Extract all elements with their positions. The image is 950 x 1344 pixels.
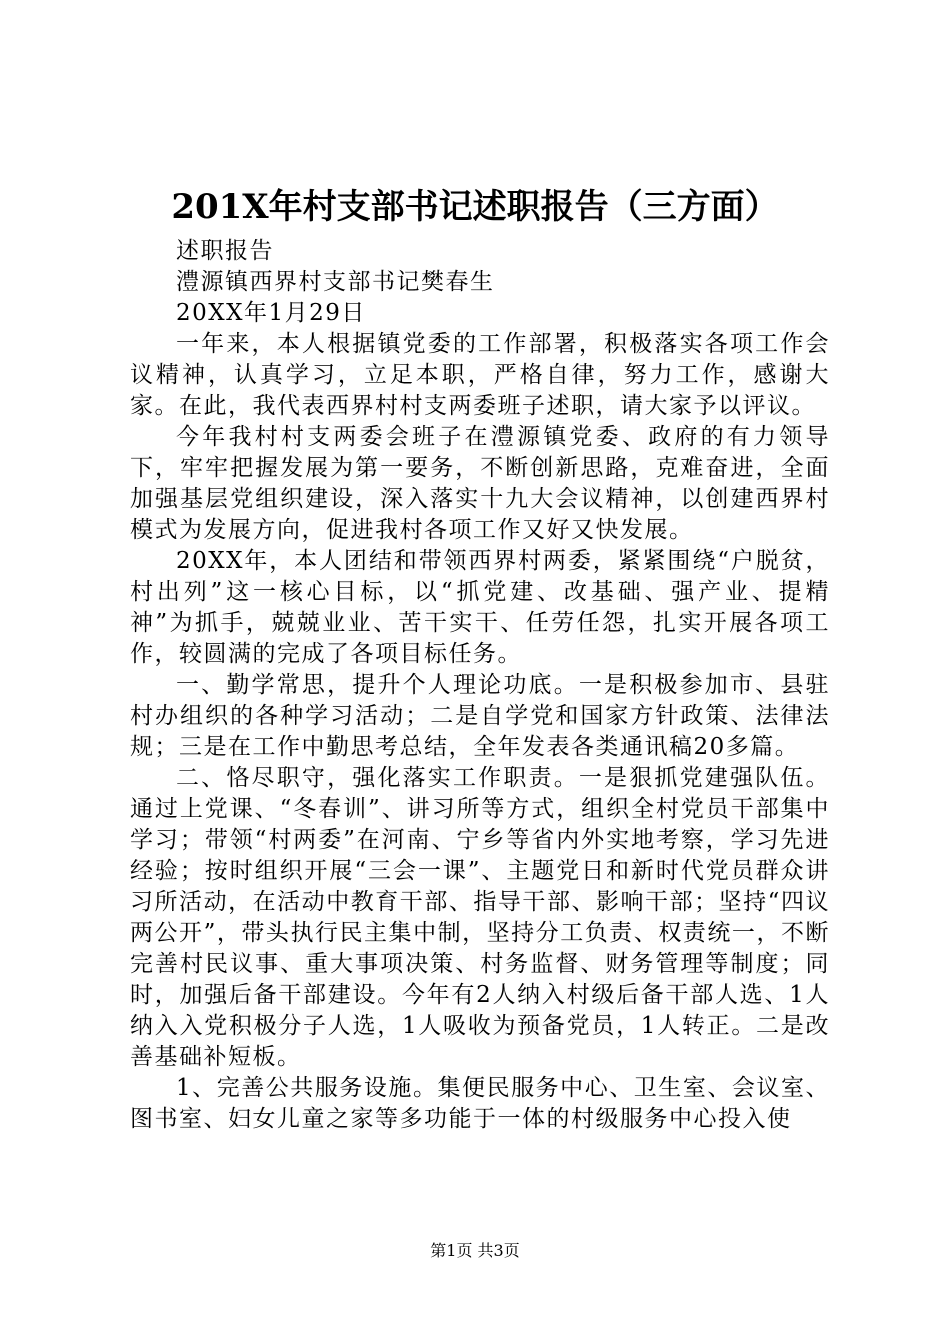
paragraph: 20XX年，本人团结和带领西界村两委，紧紧围绕“户脱贫，村出列”这一核心目标，以“抓党建、改基础、强产业、提精神”为抓手，兢兢业业、苦干实干、任劳任怨，扎实开展各项工作，较圆满的完成了各项目标任务。 — [130, 548, 830, 667]
page-number: 第1页 共3页 — [430, 1241, 520, 1260]
paragraph: 今年我村村支两委会班子在澧源镇党委、政府的有力领导下，牢牢把握发展为第一要务，不断创新思路，克难奋进，全面加强基层党组织建设，深入落实十九大会议精神，以创建西界村模式为发展方向，促进我村各项工作又好又快发展。 — [130, 424, 830, 543]
document-title: 201X年村支部书记述职报告（三方面） — [171, 187, 779, 227]
paragraph-date: 20XX年1月29日 — [176, 300, 366, 326]
paragraph: 1、完善公共服务设施。集便民服务中心、卫生室、会议室、图书室、妇女儿童之家等多功能于一体的村级服务中心投入使 — [130, 1075, 830, 1132]
paragraph: 一年来，本人根据镇党委的工作部署，积极落实各项工作会议精神，认真学习，立足本职，严格自律，努力工作，感谢大家。在此，我代表西界村村支两委班子述职，请大家予以评议。 — [130, 331, 830, 419]
paragraph: 一、勤学常思，提升个人理论功底。一是积极参加市、县驻村办组织的各种学习活动；二是自学党和国家方针政策、法律法规；三是在工作中勤思考总结，全年发表各类通讯稿20多篇。 — [130, 672, 830, 760]
paragraph-heading: 述职报告 — [176, 238, 274, 264]
document-body — [130, 236, 830, 1135]
paragraph-author: 澧源镇西界村支部书记樊春生 — [176, 269, 495, 295]
paragraph: 二、恪尽职守，强化落实工作职责。一是狠抓党建强队伍。通过上党课、“冬春训”、讲习所等方式，组织全村党员干部集中学习；带领“村两委”在河南、宁乡等省内外实地考察，学习先进经验；按时组织开展“三会一课”、主题党日和新时代党员群众讲习所活动，在活动中教育干部、指导干部、影响干部；坚持“四议两公开”，带头执行民主集中制，坚持分工负责、权责统一，不断完善村民议事、重大事项决策、村务监督、财务管理等制度；同时，加强后备干部建设。今年有2人纳入村级后备干部人选、1人纳入入党积极分子人选，1人吸收为预备党员，1人转正。二是改善基础补短板。 — [130, 765, 830, 1070]
